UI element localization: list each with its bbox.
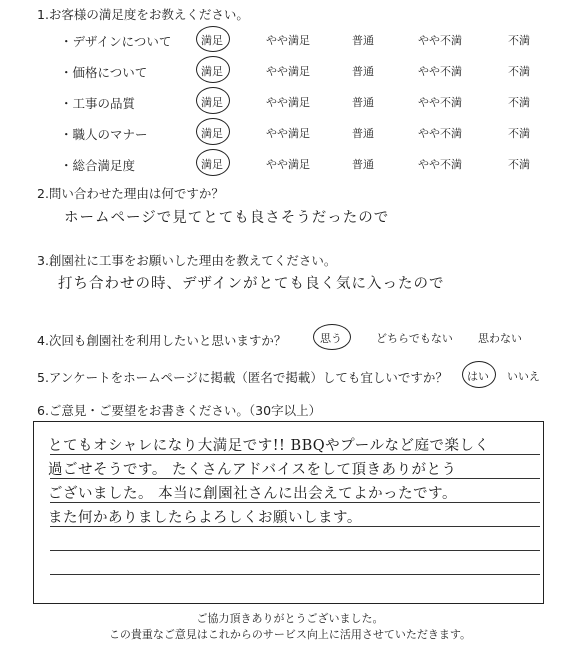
option-satisfied[interactable]: 満足: [201, 158, 223, 171]
option-somewhat-dissatisfied[interactable]: やや不満: [418, 65, 462, 78]
option-satisfied[interactable]: 満足: [201, 96, 223, 109]
q6-handwritten-line: とてもオシャレになり大満足です!! BBQやプールなど庭で楽しく: [48, 438, 490, 454]
q3-title: 3.創園社に工事をお願いした理由を教えてください。: [37, 253, 337, 268]
q4-title: 4.次回も創園社を利用したいと思いますか？: [37, 333, 287, 348]
option-yes-think-so[interactable]: 思う: [320, 332, 342, 345]
option-satisfied[interactable]: 満足: [201, 65, 223, 78]
option-satisfied[interactable]: 満足: [201, 127, 223, 140]
q3-handwritten-answer: 打ち合わせの時、デザインがとても良く気に入ったので: [58, 276, 445, 292]
q6-handwritten-line: ございました。 本当に創園社さんに出会えてよかったです。: [48, 486, 457, 502]
option-neutral[interactable]: 普通: [352, 158, 374, 171]
q1-row-label: ・総合満足度: [60, 158, 136, 173]
option-neutral[interactable]: 普通: [352, 127, 374, 140]
option-somewhat-satisfied[interactable]: やや満足: [266, 34, 310, 47]
option-yes[interactable]: はい: [467, 370, 489, 383]
q1-title: 1.お客様の満足度をお教えください。: [37, 7, 249, 22]
q6-title: 6.ご意見・ご要望をお書きください。（30字以上）: [37, 403, 322, 418]
option-somewhat-satisfied[interactable]: やや満足: [266, 65, 310, 78]
option-somewhat-satisfied[interactable]: やや満足: [266, 158, 310, 171]
option-somewhat-dissatisfied[interactable]: やや不満: [418, 158, 462, 171]
q1-row-label: ・デザインについて: [60, 34, 172, 49]
option-somewhat-dissatisfied[interactable]: やや不満: [418, 96, 462, 109]
option-neutral[interactable]: 普通: [352, 65, 374, 78]
option-dissatisfied[interactable]: 不満: [508, 127, 530, 140]
option-somewhat-dissatisfied[interactable]: やや不満: [418, 34, 462, 47]
option-dissatisfied[interactable]: 不満: [508, 158, 530, 171]
ruled-line: [50, 574, 540, 575]
option-neither[interactable]: どちらでもない: [376, 332, 453, 345]
q2-title: 2.問い合わせた理由は何ですか？: [37, 186, 224, 201]
q1-row-label: ・職人のマナー: [60, 127, 148, 142]
q1-row-label: ・価格について: [60, 65, 148, 80]
option-satisfied[interactable]: 満足: [201, 34, 223, 47]
option-somewhat-satisfied[interactable]: やや満足: [266, 96, 310, 109]
q6-handwritten-line: また何かありましたらよろしくお願いします。: [48, 510, 362, 526]
q2-handwritten-answer: ホームページで見てとても良さそうだったので: [64, 210, 390, 226]
q1-row-label: ・工事の品質: [60, 96, 136, 111]
footer-note: この貴重なご意見はこれからのサービス向上に活用させていただきます。: [108, 628, 472, 641]
option-neutral[interactable]: 普通: [352, 34, 374, 47]
ruled-line: [50, 550, 540, 551]
option-somewhat-satisfied[interactable]: やや満足: [266, 127, 310, 140]
option-no-think-so[interactable]: 思わない: [478, 332, 522, 345]
q5-title: 5.アンケートをホームページに掲載（匿名で掲載）しても宜しいですか？: [37, 370, 448, 385]
option-dissatisfied[interactable]: 不満: [508, 34, 530, 47]
option-somewhat-dissatisfied[interactable]: やや不満: [418, 127, 462, 140]
option-dissatisfied[interactable]: 不満: [508, 65, 530, 78]
footer-thanks: ご協力頂きありがとうございました。: [196, 612, 384, 625]
option-dissatisfied[interactable]: 不満: [508, 96, 530, 109]
q6-handwritten-line: 過ごせそうです。 たくさんアドバイスをして頂きありがとう: [48, 462, 457, 478]
option-no[interactable]: いいえ: [507, 370, 540, 383]
option-neutral[interactable]: 普通: [352, 96, 374, 109]
